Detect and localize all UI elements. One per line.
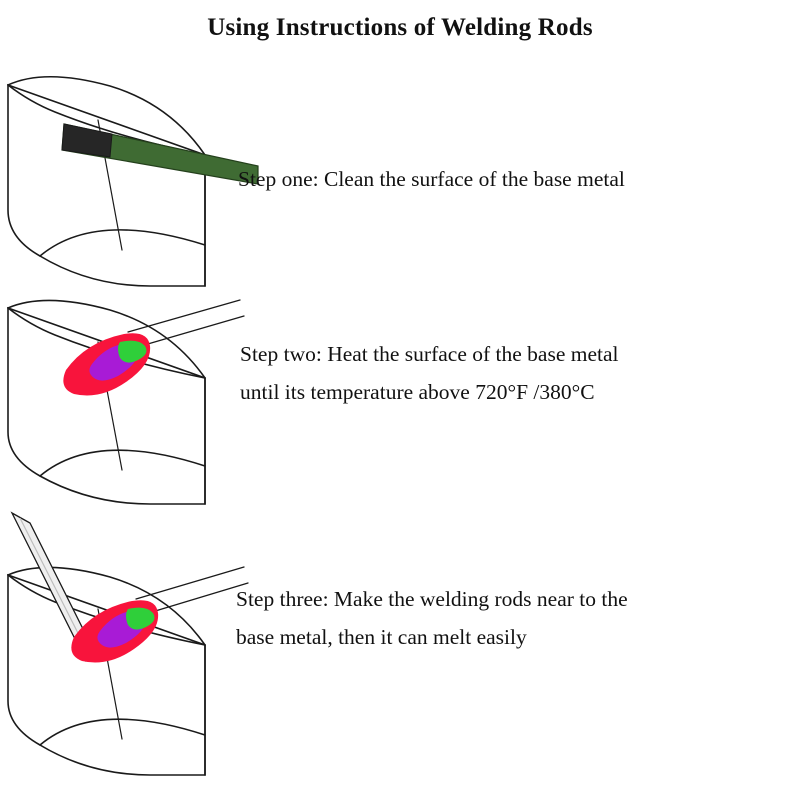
caption-line: Step two: Heat the surface of the base metal: [240, 342, 619, 366]
step-three-row: [0, 505, 800, 795]
caption-line: base metal, then it can melt easily: [236, 625, 527, 649]
step-one-illustration: [0, 60, 235, 290]
step-two-caption: [240, 335, 619, 411]
page-title: Using Instructions of Welding Rods: [207, 14, 593, 41]
caption-line: Step three: Make the welding rods near to the: [236, 587, 628, 611]
step-three-caption: [236, 580, 628, 656]
step-two-row: [0, 290, 800, 505]
step-two-illustration: [0, 290, 235, 505]
step-one-row: [0, 60, 800, 290]
caption-line: until its temperature above 720°F /380°C: [240, 380, 595, 404]
step-three-illustration: [0, 505, 235, 795]
caption-line: Step one: Clean the surface of the base metal: [238, 167, 625, 191]
step-one-caption: [238, 160, 625, 198]
